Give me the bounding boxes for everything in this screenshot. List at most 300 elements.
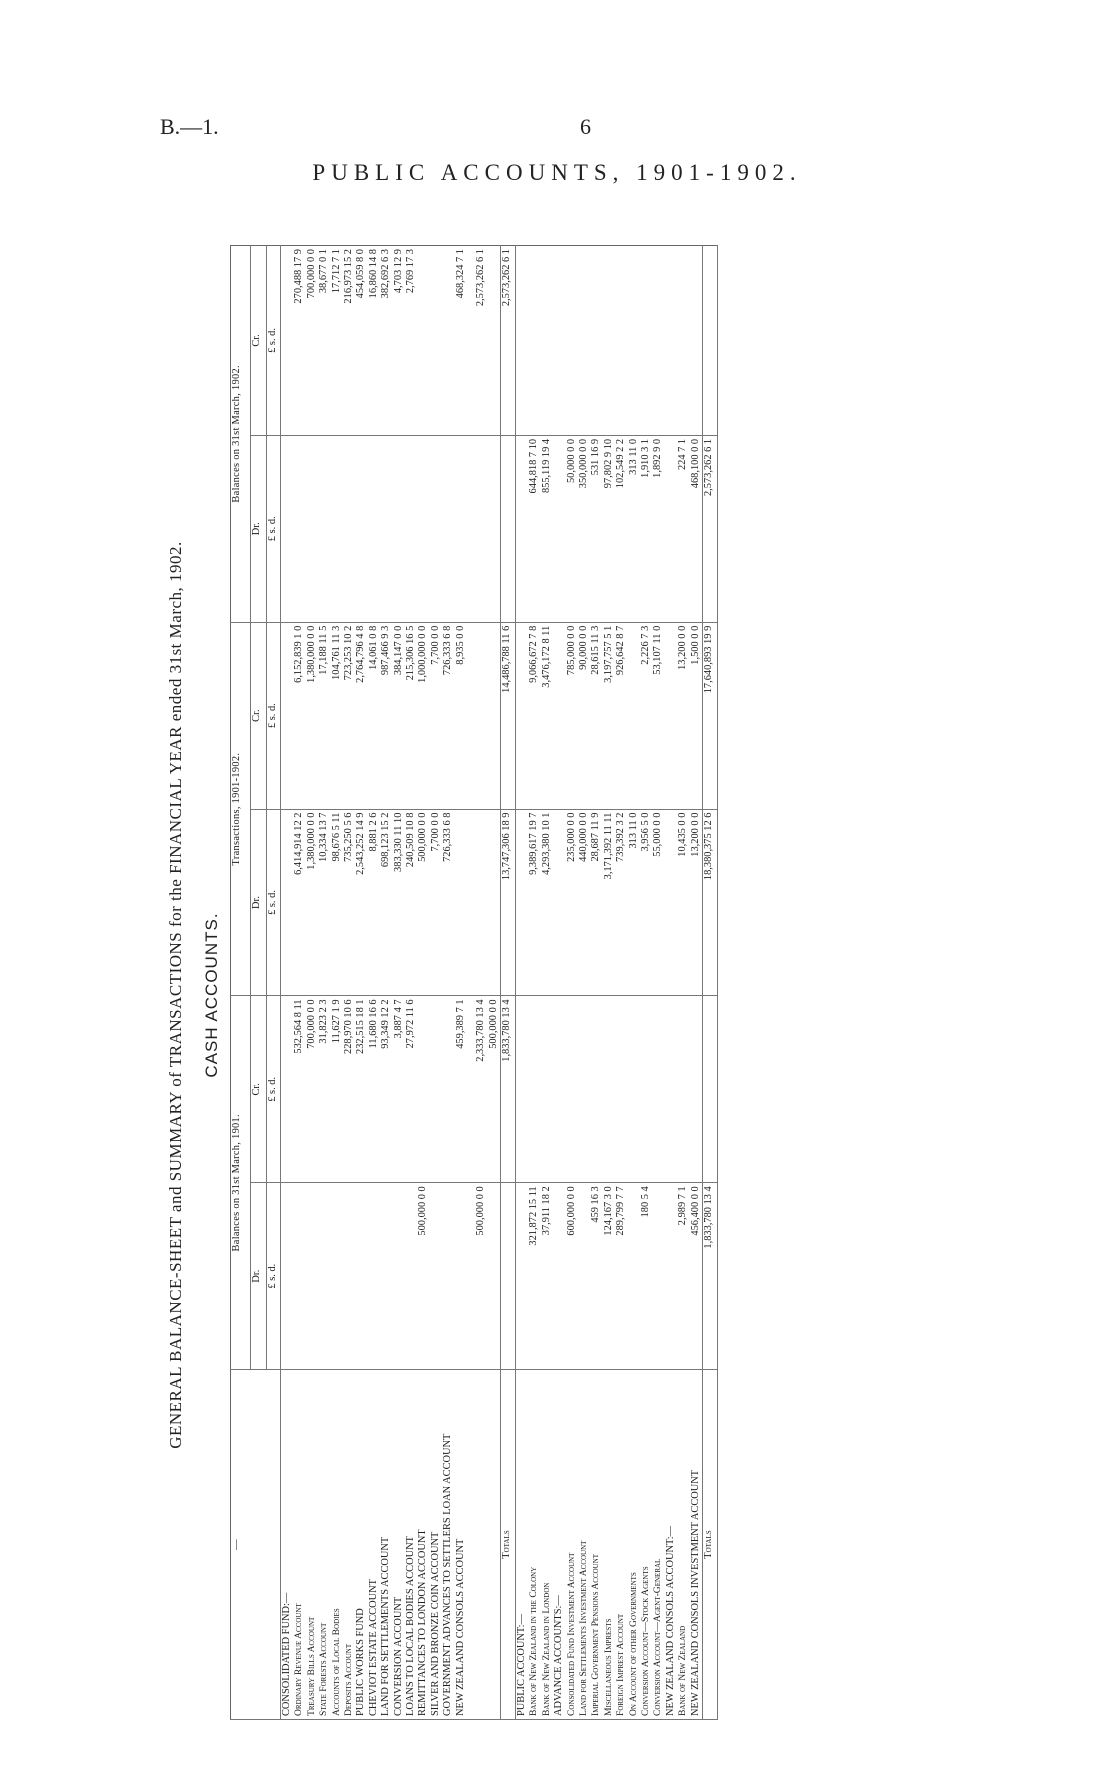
amount-cell: 2,989 7 1 <box>677 1183 689 1370</box>
ledger-row <box>455 246 467 1720</box>
amount-cell <box>566 246 578 436</box>
account-label: CONSOLIDATED FUND:— <box>281 1370 294 1720</box>
public-accounts-body <box>515 246 702 1720</box>
amount-cell: 600,000 0 0 <box>566 1183 578 1370</box>
amount-cell: 313 11 0 <box>628 809 640 996</box>
amount-cell <box>703 996 718 1183</box>
amount-cell: 6,152,839 1 0 <box>293 622 305 809</box>
totals-label: Totals <box>500 1370 515 1720</box>
cr-header: Cr. <box>251 246 267 436</box>
amount-cell: 1,910 3 1 <box>640 435 652 622</box>
amount-cell: 7,700 0 0 <box>430 809 442 996</box>
amount-cell: 785,000 0 0 <box>566 622 578 809</box>
page-title: PUBLIC ACCOUNTS, 1901-1902. <box>312 160 802 185</box>
amount-cell: 2,226 7 3 <box>640 622 652 809</box>
amount-cell <box>553 246 565 436</box>
amount-cell <box>488 809 501 996</box>
amount-cell <box>652 1183 664 1370</box>
amount-cell <box>515 1183 528 1370</box>
amount-cell <box>417 435 429 622</box>
currency-units: £ s. d. <box>267 1183 281 1370</box>
amount-cell <box>281 435 294 622</box>
amount-cell <box>405 435 417 622</box>
account-label: LOANS TO LOCAL BODIES ACCOUNT <box>405 1370 417 1720</box>
currency-units: £ s. d. <box>267 996 281 1183</box>
amount-cell <box>690 996 703 1183</box>
amount-cell: 14,486,788 11 6 <box>500 622 515 809</box>
ledger-row <box>566 246 578 1720</box>
account-label <box>488 1370 501 1720</box>
ledger-row <box>553 246 565 1720</box>
amount-cell <box>515 622 528 809</box>
amount-cell: 1,500 0 0 <box>690 622 703 809</box>
amount-cell: 13,200 0 0 <box>677 622 689 809</box>
amount-cell <box>475 622 487 809</box>
amount-cell <box>553 809 565 996</box>
account-label: GOVERNMENT ADVANCES TO SETTLERS LOAN ACCOUNT <box>442 1370 454 1720</box>
account-label: Foreign Imprest Account <box>615 1370 627 1720</box>
ledger-row <box>293 246 305 1720</box>
account-label: ADVANCE ACCOUNTS:— <box>553 1370 565 1720</box>
amount-cell <box>665 996 677 1183</box>
ledger-row <box>541 246 553 1720</box>
amount-cell <box>665 246 677 436</box>
amount-cell <box>318 435 330 622</box>
amount-cell: 500,000 0 0 <box>488 996 501 1183</box>
amount-cell <box>628 1183 640 1370</box>
amount-cell: 2,573,262 6 1 <box>475 246 487 436</box>
balances-1902-header: Balances on 31st March, 1902. <box>231 246 251 623</box>
amount-cell <box>430 435 442 622</box>
account-label: Bank of New Zealand in London <box>541 1370 553 1720</box>
amount-cell: 321,872 15 11 <box>528 1183 540 1370</box>
amount-cell: 726,333 6 8 <box>442 809 454 996</box>
amount-cell: 532,564 8 11 <box>293 996 305 1183</box>
amount-cell: 31,823 2 3 <box>318 996 330 1183</box>
amount-cell <box>442 246 454 436</box>
ledger-row <box>488 246 501 1720</box>
amount-cell: 90,000 0 0 <box>578 622 590 809</box>
rotated-statement <box>160 225 950 1765</box>
amount-cell <box>417 246 429 436</box>
ledger-row <box>652 246 664 1720</box>
totals-row <box>500 246 515 1720</box>
amount-cell: 8,935 0 0 <box>455 622 467 809</box>
ledger-row <box>640 246 652 1720</box>
amount-cell: 698,123 15 2 <box>380 809 392 996</box>
amount-cell: 3,956 5 0 <box>640 809 652 996</box>
amount-cell: 987,466 9 3 <box>380 622 392 809</box>
account-label: Consolidated Fund Investment Account <box>566 1370 578 1720</box>
account-label: Miscellaneous Imprests <box>603 1370 615 1720</box>
ledger-row <box>603 246 615 1720</box>
amount-cell: 456,400 0 0 <box>690 1183 703 1370</box>
amount-cell <box>380 435 392 622</box>
amount-cell: 4,293,380 10 1 <box>541 809 553 996</box>
account-label: NEW ZEALAND CONSOLS ACCOUNT:— <box>665 1370 677 1720</box>
amount-cell: 700,000 0 0 <box>306 246 318 436</box>
amount-cell: 17,712 7 1 <box>331 246 343 436</box>
ledger-row <box>677 246 689 1720</box>
balances-1901-header: Balances on 31st March, 1901. <box>231 996 251 1370</box>
account-label: Conversion Account—Agent-General <box>652 1370 664 1720</box>
amount-cell <box>393 435 405 622</box>
amount-cell: 11,680 16 6 <box>368 996 380 1183</box>
amount-cell: 2,573,262 6 1 <box>500 246 515 436</box>
amount-cell <box>488 435 501 622</box>
amount-cell: 3,476,172 8 11 <box>541 622 553 809</box>
amount-cell: 270,488 17 9 <box>293 246 305 436</box>
amount-cell: 1,000,000 0 0 <box>417 622 429 809</box>
amount-cell <box>665 435 677 622</box>
amount-cell <box>578 996 590 1183</box>
amount-cell <box>603 996 615 1183</box>
amount-cell: 93,349 12 2 <box>380 996 392 1183</box>
ledger-row <box>628 246 640 1720</box>
amount-cell: 1,833,780 13 4 <box>500 996 515 1183</box>
amount-cell <box>677 996 689 1183</box>
amount-cell <box>318 1183 330 1370</box>
amount-cell <box>578 1183 590 1370</box>
amount-cell: 232,515 18 1 <box>355 996 367 1183</box>
amount-cell: 726,333 6 8 <box>442 622 454 809</box>
amount-cell: 468,100 0 0 <box>690 435 703 622</box>
amount-cell: 13,200 0 0 <box>690 809 703 996</box>
amount-cell: 17,640,893 19 9 <box>703 622 718 809</box>
amount-cell: 14,061 0 8 <box>368 622 380 809</box>
amount-cell: 38,677 0 1 <box>318 246 330 436</box>
amount-cell <box>281 1183 294 1370</box>
ledger-row <box>380 246 392 1720</box>
ledger-row <box>405 246 417 1720</box>
cr-header: Cr. <box>251 996 267 1183</box>
amount-cell <box>488 246 501 436</box>
totals-row <box>703 246 718 1720</box>
account-label: Accounts of Local Bodies <box>331 1370 343 1720</box>
amount-cell: 224 7 1 <box>677 435 689 622</box>
amount-cell <box>488 622 501 809</box>
amount-cell <box>306 1183 318 1370</box>
amount-cell <box>355 435 367 622</box>
amount-cell <box>541 996 553 1183</box>
statement-title: GENERAL BALANCE-SHEET and SUMMARY of TRANSACTIONS for the FINANCIAL YEAR ended 31st March, 1902. <box>166 541 185 1449</box>
ledger-row <box>331 246 343 1720</box>
amount-cell <box>665 1183 677 1370</box>
amount-cell <box>331 1183 343 1370</box>
currency-units: £ s. d. <box>267 435 281 622</box>
ledger-row <box>281 246 294 1720</box>
amount-cell <box>475 435 487 622</box>
spacer-cell <box>467 1183 475 1370</box>
account-label: Treasury Bills Account <box>306 1370 318 1720</box>
account-label: PUBLIC ACCOUNT:— <box>515 1370 528 1720</box>
totals-label: Totals <box>703 1370 718 1720</box>
account-label: Conversion Account—Stock Agents <box>640 1370 652 1720</box>
amount-cell: 50,000 0 0 <box>566 435 578 622</box>
amount-cell: 235,000 0 0 <box>566 809 578 996</box>
amount-cell: 9,389,617 19 7 <box>528 809 540 996</box>
amount-cell: 926,642 8 7 <box>615 622 627 809</box>
amount-cell <box>528 996 540 1183</box>
account-label <box>475 1370 487 1720</box>
ledger-row <box>306 246 318 1720</box>
ledger-row <box>318 246 330 1720</box>
ledger-row <box>665 246 677 1720</box>
ledger-row <box>590 246 602 1720</box>
totals-2 <box>703 246 718 1720</box>
amount-cell <box>393 1183 405 1370</box>
amount-cell: 10,334 13 7 <box>318 809 330 996</box>
account-label: REMITTANCES TO LONDON ACCOUNT <box>417 1370 429 1720</box>
account-label: CHEVIOT ESTATE ACCOUNT <box>368 1370 380 1720</box>
dr-header: Dr. <box>251 809 267 996</box>
amount-cell: 1,833,780 13 4 <box>703 1183 718 1370</box>
account-column-header: — <box>231 1370 281 1720</box>
amount-cell: 9,066,672 7 8 <box>528 622 540 809</box>
amount-cell <box>455 1183 467 1370</box>
amount-cell <box>628 246 640 436</box>
amount-cell: 384,147 0 0 <box>393 622 405 809</box>
balance-sheet-table <box>230 245 718 1720</box>
amount-cell <box>380 1183 392 1370</box>
amount-cell <box>293 1183 305 1370</box>
amount-cell <box>500 1183 515 1370</box>
amount-cell: 739,392 3 2 <box>615 809 627 996</box>
amount-cell <box>281 246 294 436</box>
account-label: LAND FOR SETTLEMENTS ACCOUNT <box>380 1370 392 1720</box>
amount-cell <box>515 996 528 1183</box>
dr-header: Dr. <box>251 1183 267 1370</box>
amount-cell <box>343 1183 355 1370</box>
amount-cell <box>488 1183 501 1370</box>
ledger-row <box>528 246 540 1720</box>
amount-cell: 350,000 0 0 <box>578 435 590 622</box>
amount-cell <box>430 246 442 436</box>
amount-cell <box>430 996 442 1183</box>
amount-cell: 53,107 11 0 <box>652 622 664 809</box>
amount-cell: 700,000 0 0 <box>306 996 318 1183</box>
ledger-row <box>442 246 454 1720</box>
amount-cell: 216,973 15 2 <box>343 246 355 436</box>
amount-cell <box>553 435 565 622</box>
amount-cell <box>628 622 640 809</box>
page-number: 6 <box>580 114 591 139</box>
amount-cell <box>500 435 515 622</box>
amount-cell <box>603 246 615 436</box>
ledger-row <box>615 246 627 1720</box>
amount-cell <box>541 246 553 436</box>
amount-cell <box>281 622 294 809</box>
ledger-row <box>368 246 380 1720</box>
amount-cell: 7,700 0 0 <box>430 622 442 809</box>
account-label: State Forests Account <box>318 1370 330 1720</box>
ledger-row <box>475 246 487 1720</box>
account-label: Bank of New Zealand in the Colony <box>528 1370 540 1720</box>
amount-cell <box>652 246 664 436</box>
amount-cell <box>515 809 528 996</box>
amount-cell: 6,414,914 12 2 <box>293 809 305 996</box>
amount-cell <box>281 809 294 996</box>
amount-cell: 8,881 2 6 <box>368 809 380 996</box>
amount-cell <box>455 435 467 622</box>
amount-cell <box>306 435 318 622</box>
amount-cell <box>652 996 664 1183</box>
amount-cell <box>690 246 703 436</box>
dr-header: Dr. <box>251 435 267 622</box>
spacer-cell <box>467 1370 475 1720</box>
amount-cell: 10,435 0 0 <box>677 809 689 996</box>
amount-cell <box>455 809 467 996</box>
ledger-row <box>417 246 429 1720</box>
amount-cell <box>442 996 454 1183</box>
ledger-row <box>430 246 442 1720</box>
amount-cell: 102,549 2 2 <box>615 435 627 622</box>
amount-cell <box>355 1183 367 1370</box>
amount-cell: 3,197,757 5 1 <box>603 622 615 809</box>
amount-cell: 723,253 10 2 <box>343 622 355 809</box>
transactions-header: Transactions, 1901-1902. <box>231 622 251 996</box>
amount-cell <box>578 246 590 436</box>
spacer-row <box>467 246 475 1720</box>
amount-cell: 98,676 5 11 <box>331 809 343 996</box>
amount-cell: 3,171,392 11 11 <box>603 809 615 996</box>
amount-cell: 104,761 11 3 <box>331 622 343 809</box>
account-label: Imperial Government Pensions Account <box>590 1370 602 1720</box>
amount-cell: 17,188 11 5 <box>318 622 330 809</box>
account-label: NEW ZEALAND CONSOLS ACCOUNT <box>455 1370 467 1720</box>
amount-cell <box>515 246 528 436</box>
amount-cell: 11,627 1 9 <box>331 996 343 1183</box>
amount-cell <box>528 246 540 436</box>
amount-cell <box>640 996 652 1183</box>
account-label: Bank of New Zealand <box>677 1370 689 1720</box>
amount-cell <box>331 435 343 622</box>
page-reference: B.—1. <box>160 114 219 139</box>
amount-cell: 500,000 0 0 <box>417 1183 429 1370</box>
amount-cell: 735,250 5 6 <box>343 809 355 996</box>
account-label: Land for Settlements Investment Account <box>578 1370 590 1720</box>
amount-cell <box>281 996 294 1183</box>
amount-cell <box>628 996 640 1183</box>
amount-cell <box>293 435 305 622</box>
amount-cell: 240,509 10 8 <box>405 809 417 996</box>
amount-cell <box>703 246 718 436</box>
amount-cell: 531 16 9 <box>590 435 602 622</box>
amount-cell: 180 5 4 <box>640 1183 652 1370</box>
cash-accounts-body <box>281 246 501 1720</box>
spacer-cell <box>467 622 475 809</box>
amount-cell: 855,119 19 4 <box>541 435 553 622</box>
amount-cell: 459,389 7 1 <box>455 996 467 1183</box>
spacer-cell <box>467 809 475 996</box>
ledger-row <box>578 246 590 1720</box>
account-label: Ordinary Revenue Account <box>293 1370 305 1720</box>
amount-cell: 468,324 7 1 <box>455 246 467 436</box>
amount-cell <box>442 1183 454 1370</box>
account-label: NEW ZEALAND CONSOLS INVESTMENT ACCOUNT <box>690 1370 703 1720</box>
amount-cell: 55,000 0 0 <box>652 809 664 996</box>
spacer-cell <box>467 246 475 436</box>
amount-cell: 27,972 11 6 <box>405 996 417 1183</box>
account-label: PUBLIC WORKS FUND <box>355 1370 367 1720</box>
amount-cell: 215,306 16 5 <box>405 622 417 809</box>
amount-cell: 2,333,780 13 4 <box>475 996 487 1183</box>
account-label: SILVER AND BRONZE COIN ACCOUNT <box>430 1370 442 1720</box>
amount-cell <box>665 809 677 996</box>
currency-units: £ s. d. <box>267 809 281 996</box>
amount-cell: 2,543,252 14 9 <box>355 809 367 996</box>
amount-cell <box>417 996 429 1183</box>
amount-cell <box>553 1183 565 1370</box>
amount-cell: 2,573,262 6 1 <box>703 435 718 622</box>
ledger-row <box>690 246 703 1720</box>
amount-cell <box>640 246 652 436</box>
amount-cell: 13,747,306 18 9 <box>500 809 515 996</box>
amount-cell: 228,970 10 6 <box>343 996 355 1183</box>
amount-cell: 2,764,796 4 8 <box>355 622 367 809</box>
cr-header: Cr. <box>251 622 267 809</box>
spacer-cell <box>467 435 475 622</box>
amount-cell: 97,802 9 10 <box>603 435 615 622</box>
amount-cell: 454,059 8 0 <box>355 246 367 436</box>
amount-cell <box>430 1183 442 1370</box>
amount-cell: 37,911 18 2 <box>541 1183 553 1370</box>
amount-cell: 18,380,375 12 6 <box>703 809 718 996</box>
amount-cell <box>615 996 627 1183</box>
amount-cell: 16,860 14 8 <box>368 246 380 436</box>
amount-cell: 124,167 3 0 <box>603 1183 615 1370</box>
account-label: CONVERSION ACCOUNT <box>393 1370 405 1720</box>
amount-cell <box>553 622 565 809</box>
amount-cell: 1,892 9 0 <box>652 435 664 622</box>
ledger-row <box>355 246 367 1720</box>
ledger-row <box>393 246 405 1720</box>
amount-cell <box>553 996 565 1183</box>
amount-cell <box>442 435 454 622</box>
statement-subtitle: CASH ACCOUNTS. <box>202 912 221 1078</box>
amount-cell: 382,692 6 3 <box>380 246 392 436</box>
spacer-cell <box>467 996 475 1183</box>
amount-cell: 1,380,000 0 0 <box>306 622 318 809</box>
amount-cell: 459 16 3 <box>590 1183 602 1370</box>
amount-cell <box>368 1183 380 1370</box>
currency-units: £ s. d. <box>267 622 281 809</box>
amount-cell: 2,769 17 3 <box>405 246 417 436</box>
amount-cell <box>566 996 578 1183</box>
currency-units: £ s. d. <box>267 246 281 436</box>
amount-cell: 383,330 11 10 <box>393 809 405 996</box>
amount-cell: 28,687 11 9 <box>590 809 602 996</box>
amount-cell: 500,000 0 0 <box>417 809 429 996</box>
ledger-row <box>343 246 355 1720</box>
amount-cell: 440,000 0 0 <box>578 809 590 996</box>
amount-cell <box>405 1183 417 1370</box>
amount-cell: 644,818 7 10 <box>528 435 540 622</box>
totals-1 <box>500 246 515 1720</box>
amount-cell: 28,615 11 3 <box>590 622 602 809</box>
amount-cell: 289,799 7 7 <box>615 1183 627 1370</box>
amount-cell <box>475 809 487 996</box>
amount-cell: 313 11 0 <box>628 435 640 622</box>
amount-cell: 4,703 12 9 <box>393 246 405 436</box>
amount-cell <box>665 622 677 809</box>
amount-cell <box>615 246 627 436</box>
amount-cell <box>343 435 355 622</box>
amount-cell: 1,380,000 0 0 <box>306 809 318 996</box>
account-label: On Account of other Governments <box>628 1370 640 1720</box>
account-label: Deposits Account <box>343 1370 355 1720</box>
amount-cell: 500,000 0 0 <box>475 1183 487 1370</box>
